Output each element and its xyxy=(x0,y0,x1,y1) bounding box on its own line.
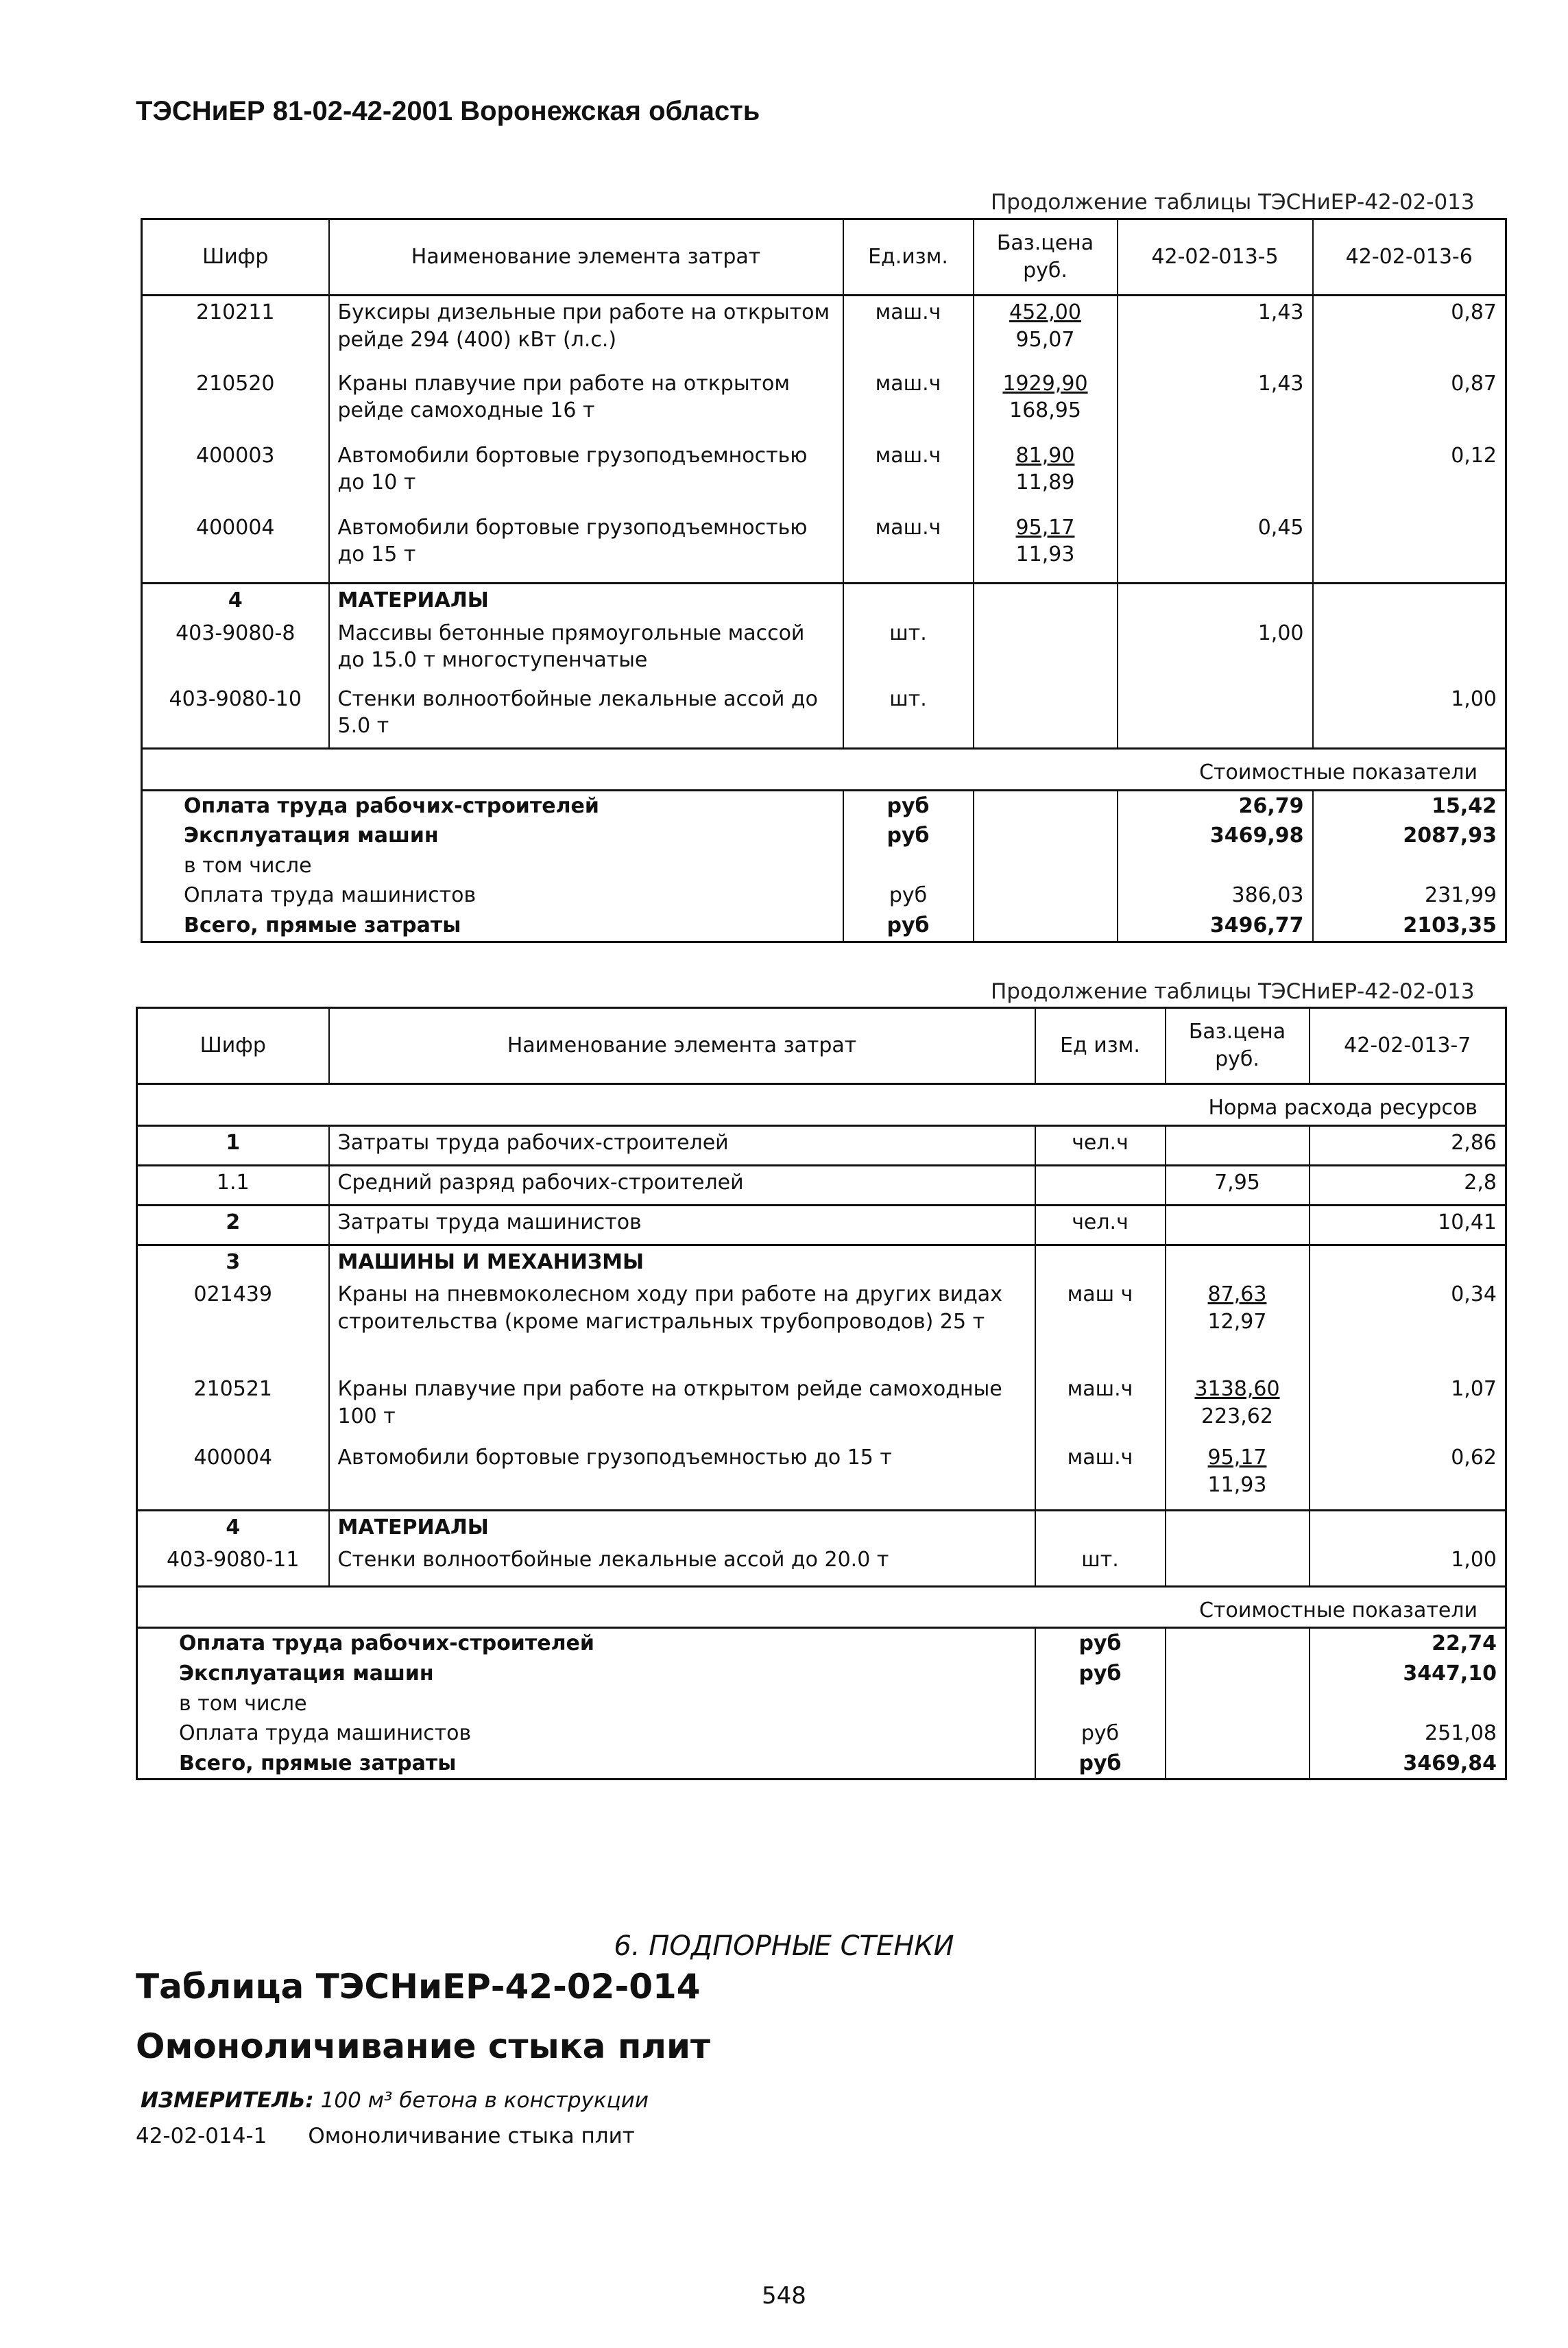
empty-cell xyxy=(974,880,1118,911)
item-name: Омоноличивание стыка плит xyxy=(308,2124,635,2148)
row-name: Буксиры дизельные при работе на открытом рейде 294 (400) кВт (л.с.) xyxy=(329,296,843,368)
total-value-6 xyxy=(1313,851,1506,881)
row-name: Массивы бетонные прямоугольные массой до 15.0 т многоступенчатые xyxy=(329,617,843,683)
total-name: Оплата труда машинистов xyxy=(137,1718,1035,1749)
section-name: МАТЕРИАЛЫ xyxy=(329,1510,1035,1544)
total-name: Всего, прямые затраты xyxy=(142,911,843,942)
base-price: 95,17 xyxy=(1207,1446,1267,1470)
total-row xyxy=(142,821,1506,851)
table-row xyxy=(142,617,1506,683)
total-name: Оплата труда рабочих-строителей xyxy=(142,790,843,821)
row-name: Средний разряд рабочих-строителей xyxy=(329,1165,1035,1205)
base-price-wage: 11,93 xyxy=(1207,1472,1267,1497)
row-code: 400004 xyxy=(142,512,329,584)
row-value-6 xyxy=(1313,617,1506,683)
row-unit: маш.ч xyxy=(843,440,974,512)
row-price xyxy=(1166,1125,1310,1165)
col-price: Баз.цена руб. xyxy=(974,219,1118,296)
row-unit xyxy=(1035,1165,1166,1205)
empty-cell xyxy=(1118,584,1313,617)
table-row xyxy=(137,1165,1506,1205)
row-unit: маш.ч xyxy=(1035,1373,1166,1441)
cost-band-row xyxy=(137,1586,1506,1628)
row-unit: маш.ч xyxy=(1035,1441,1166,1510)
total-row xyxy=(137,1628,1506,1659)
price-cell xyxy=(974,512,1118,584)
base-price-wage: 168,95 xyxy=(1009,398,1081,423)
col-name: Наименование элемента затрат xyxy=(329,1008,1035,1084)
table2 xyxy=(136,1007,1505,1780)
table-title: Таблица ТЭСНиЕР-42-02-014 xyxy=(136,1967,701,2006)
base-price-wage: 12,97 xyxy=(1207,1309,1267,1334)
base-price: 81,90 xyxy=(1015,443,1075,468)
empty-cell xyxy=(974,911,1118,942)
price-cell xyxy=(974,440,1118,512)
row-value: 10,41 xyxy=(1310,1205,1506,1245)
total-unit: руб xyxy=(1035,1718,1166,1749)
meter-value: 100 м³ бетона в конструкции xyxy=(320,2088,649,2113)
col-name: Наименование элемента затрат xyxy=(329,219,843,296)
total-value-6: 15,42 xyxy=(1313,790,1506,821)
section-code: 4 xyxy=(142,584,329,617)
empty-cell xyxy=(1166,1510,1310,1544)
table-row xyxy=(137,1373,1506,1441)
total-value-5: 3496,77 xyxy=(1118,911,1313,942)
row-value-5 xyxy=(1118,440,1313,512)
row-value: 0,62 xyxy=(1310,1441,1506,1510)
empty-cell xyxy=(1035,1245,1166,1278)
row-unit: шт. xyxy=(843,617,974,683)
table-row xyxy=(137,1441,1506,1510)
total-row xyxy=(137,1718,1506,1749)
row-value-5: 1,00 xyxy=(1118,617,1313,683)
table1 xyxy=(141,218,1505,943)
row-code: 021439 xyxy=(137,1278,329,1373)
col-42-02-013-6: 42-02-013-6 xyxy=(1313,219,1506,296)
row-unit: маш ч xyxy=(1035,1278,1166,1373)
total-row xyxy=(137,1749,1506,1780)
row-code: 400004 xyxy=(137,1441,329,1510)
total-value: 22,74 xyxy=(1310,1628,1506,1659)
row-value-6: 0,87 xyxy=(1313,296,1506,368)
empty-cell xyxy=(1035,1510,1166,1544)
empty-cell xyxy=(1166,1628,1310,1659)
row-unit: маш.ч xyxy=(843,512,974,584)
row-code: 210520 xyxy=(142,368,329,440)
col-42-02-013-5: 42-02-013-5 xyxy=(1118,219,1313,296)
row-price xyxy=(1166,1544,1310,1586)
meter-label: ИЗМЕРИТЕЛЬ: xyxy=(141,2088,314,2113)
row-name: Затраты труда машинистов xyxy=(329,1205,1035,1245)
row-value: 2,8 xyxy=(1310,1165,1506,1205)
empty-cell xyxy=(1313,584,1506,617)
table-row xyxy=(137,1278,1506,1373)
empty-cell xyxy=(974,683,1118,749)
empty-cell xyxy=(974,851,1118,881)
row-price: 7,95 xyxy=(1166,1165,1310,1205)
empty-cell xyxy=(974,584,1118,617)
section-subtitle: 6. ПОДПОРНЫЕ СТЕНКИ xyxy=(614,1930,954,1962)
cost-band-label: Стоимостные показатели xyxy=(137,1586,1506,1628)
row-name: Краны плавучие при работе на открытом рейде самоходные 16 т xyxy=(329,368,843,440)
table-row xyxy=(137,1125,1506,1165)
row-price xyxy=(1166,1205,1310,1245)
row-unit: шт. xyxy=(1035,1544,1166,1586)
row-unit: чел.ч xyxy=(1035,1205,1166,1245)
row-unit: маш.ч xyxy=(843,368,974,440)
total-unit: руб xyxy=(843,790,974,821)
section-name: МАШИНЫ И МЕХАНИЗМЫ xyxy=(329,1245,1035,1278)
col-42-02-013-7: 42-02-013-7 xyxy=(1310,1008,1506,1084)
row-value: 2,86 xyxy=(1310,1125,1506,1165)
empty-cell xyxy=(1310,1245,1506,1278)
row-value-5: 1,43 xyxy=(1118,368,1313,440)
row-code: 403-9080-8 xyxy=(142,617,329,683)
empty-cell xyxy=(1166,1245,1310,1278)
price-cell xyxy=(974,296,1118,368)
page-header: ТЭСНиЕР 81-02-42-2001 Воронежская область xyxy=(136,96,760,126)
empty-cell xyxy=(1310,1510,1506,1544)
table1-header-row xyxy=(142,219,1506,296)
row-code: 1.1 xyxy=(137,1165,329,1205)
base-price-wage: 223,62 xyxy=(1201,1404,1273,1428)
row-code: 210211 xyxy=(142,296,329,368)
total-value-5: 3469,98 xyxy=(1118,821,1313,851)
total-value: 3447,10 xyxy=(1310,1659,1506,1689)
table-row xyxy=(137,1544,1506,1586)
section-row xyxy=(137,1245,1506,1278)
total-row xyxy=(142,880,1506,911)
total-unit: руб xyxy=(1035,1628,1166,1659)
total-row xyxy=(142,911,1506,942)
row-unit: шт. xyxy=(843,683,974,749)
row-value: 1,07 xyxy=(1310,1373,1506,1441)
base-price: 1929,90 xyxy=(1002,371,1088,396)
total-unit xyxy=(1035,1689,1166,1719)
row-name: Автомобили бортовые грузоподъемностью до 15 т xyxy=(329,512,843,584)
total-row xyxy=(137,1659,1506,1689)
base-price: 3138,60 xyxy=(1194,1377,1280,1402)
table-row xyxy=(142,440,1506,512)
total-value-5: 386,03 xyxy=(1118,880,1313,911)
price-cell xyxy=(974,368,1118,440)
empty-cell xyxy=(974,821,1118,851)
total-row xyxy=(142,790,1506,821)
section-code: 3 xyxy=(137,1245,329,1278)
row-name: Стенки волноотбойные лекальные ассой до 5.0 т xyxy=(329,683,843,749)
meter-line xyxy=(141,2088,649,2113)
base-price-wage: 95,07 xyxy=(1015,327,1075,352)
col-unit: Ед изм. xyxy=(1035,1008,1166,1084)
table-row xyxy=(142,683,1506,749)
total-value-5: 26,79 xyxy=(1118,790,1313,821)
price-cell xyxy=(1166,1278,1310,1373)
row-code: 210521 xyxy=(137,1373,329,1441)
table-row xyxy=(142,296,1506,368)
page-number: 548 xyxy=(762,2282,806,2310)
empty-cell xyxy=(974,617,1118,683)
table1-caption: Продолжение таблицы ТЭСНиЕР-42-02-013 xyxy=(991,190,1475,215)
base-price: 95,17 xyxy=(1015,515,1075,540)
row-name: Краны на пневмоколесном ходу при работе на других видах строительства (кроме магистральных трубопроводов) 25 т xyxy=(329,1278,1035,1373)
base-price-wage: 11,89 xyxy=(1015,470,1075,495)
total-value xyxy=(1310,1689,1506,1719)
row-value-6: 1,00 xyxy=(1313,683,1506,749)
total-row xyxy=(142,851,1506,881)
row-value-5: 0,45 xyxy=(1118,512,1313,584)
empty-cell xyxy=(974,790,1118,821)
total-name: Оплата труда машинистов xyxy=(142,880,843,911)
total-unit: руб xyxy=(843,911,974,942)
total-unit: руб xyxy=(1035,1749,1166,1780)
total-name: в том числе xyxy=(142,851,843,881)
total-unit: руб xyxy=(843,880,974,911)
empty-cell xyxy=(1166,1659,1310,1689)
row-value-6: 0,12 xyxy=(1313,440,1506,512)
total-value-6: 2103,35 xyxy=(1313,911,1506,942)
col-code: Шифр xyxy=(142,219,329,296)
row-code: 400003 xyxy=(142,440,329,512)
base-price: 452,00 xyxy=(1009,300,1081,324)
row-name: Автомобили бортовые грузоподъемностью до 15 т xyxy=(329,1441,1035,1510)
empty-cell xyxy=(1166,1718,1310,1749)
table2-header-row xyxy=(137,1008,1506,1084)
empty-cell xyxy=(843,584,974,617)
row-value: 0,34 xyxy=(1310,1278,1506,1373)
row-code: 403-9080-10 xyxy=(142,683,329,749)
total-name: Эксплуатация машин xyxy=(142,821,843,851)
col-unit: Ед.изм. xyxy=(843,219,974,296)
row-code: 403-9080-11 xyxy=(137,1544,329,1586)
total-value-6: 2087,93 xyxy=(1313,821,1506,851)
item-code: 42-02-014-1 xyxy=(136,2124,267,2148)
sub-item xyxy=(136,2124,635,2148)
table-row xyxy=(142,368,1506,440)
row-unit: маш.ч xyxy=(843,296,974,368)
total-row xyxy=(137,1689,1506,1719)
section-name: Омоноличивание стыка плит xyxy=(136,2026,711,2066)
total-name: Всего, прямые затраты xyxy=(137,1749,1035,1780)
section-name: МАТЕРИАЛЫ xyxy=(329,584,843,617)
cost-band-row xyxy=(142,749,1506,791)
total-unit: руб xyxy=(843,821,974,851)
row-value-5: 1,43 xyxy=(1118,296,1313,368)
cost-band-label: Стоимостные показатели xyxy=(142,749,1506,791)
section-row xyxy=(137,1510,1506,1544)
section-row xyxy=(142,584,1506,617)
total-value: 3469,84 xyxy=(1310,1749,1506,1780)
col-price: Баз.цена руб. xyxy=(1166,1008,1310,1084)
total-unit: руб xyxy=(1035,1659,1166,1689)
table-row xyxy=(137,1205,1506,1245)
total-name: в том числе xyxy=(137,1689,1035,1719)
price-cell xyxy=(1166,1373,1310,1441)
table-row xyxy=(142,512,1506,584)
total-value-5 xyxy=(1118,851,1313,881)
row-unit: чел.ч xyxy=(1035,1125,1166,1165)
base-price-wage: 11,93 xyxy=(1015,542,1075,567)
empty-cell xyxy=(1166,1749,1310,1780)
norm-band-label: Норма расхода ресурсов xyxy=(137,1084,1506,1126)
section-code: 4 xyxy=(137,1510,329,1544)
col-code: Шифр xyxy=(137,1008,329,1084)
total-value-6: 231,99 xyxy=(1313,880,1506,911)
table2-caption: Продолжение таблицы ТЭСНиЕР-42-02-013 xyxy=(991,979,1475,1004)
row-name: Краны плавучие при работе на открытом рейде самоходные 100 т xyxy=(329,1373,1035,1441)
row-name: Автомобили бортовые грузоподъемностью до 10 т xyxy=(329,440,843,512)
row-value-6 xyxy=(1313,512,1506,584)
empty-cell xyxy=(1166,1689,1310,1719)
row-name: Затраты труда рабочих-строителей xyxy=(329,1125,1035,1165)
total-name: Оплата труда рабочих-строителей xyxy=(137,1628,1035,1659)
row-code: 2 xyxy=(137,1205,329,1245)
row-value-5 xyxy=(1118,683,1313,749)
base-price: 87,63 xyxy=(1207,1282,1267,1307)
total-unit xyxy=(843,851,974,881)
row-name: Стенки волноотбойные лекальные ассой до 20.0 т xyxy=(329,1544,1035,1586)
price-cell xyxy=(1166,1441,1310,1510)
norm-band-row xyxy=(137,1084,1506,1126)
row-code: 1 xyxy=(137,1125,329,1165)
total-value: 251,08 xyxy=(1310,1718,1506,1749)
total-name: Эксплуатация машин xyxy=(137,1659,1035,1689)
row-value-6: 0,87 xyxy=(1313,368,1506,440)
row-value: 1,00 xyxy=(1310,1544,1506,1586)
